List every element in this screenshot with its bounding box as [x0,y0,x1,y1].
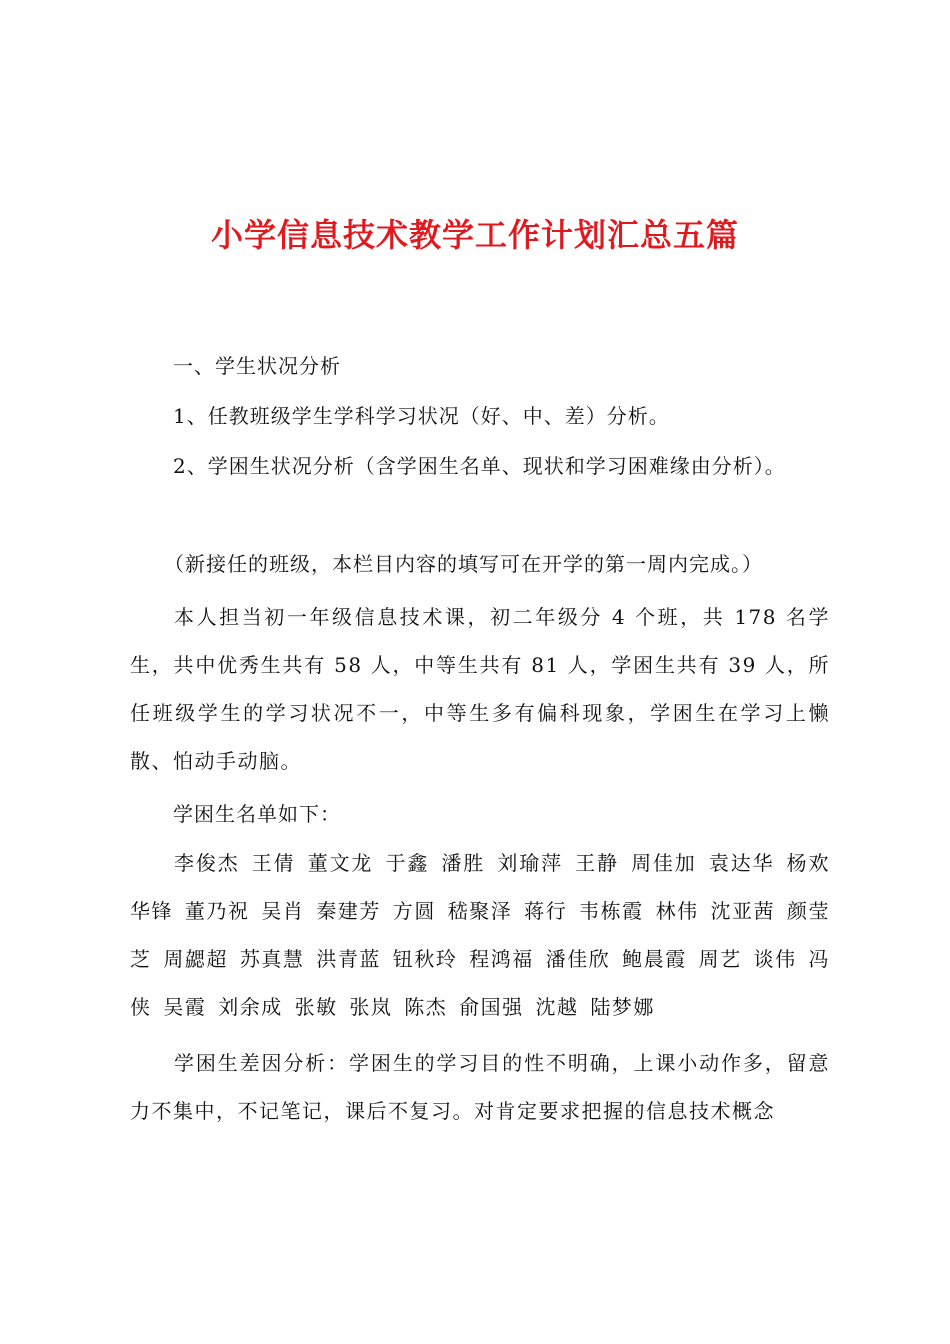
document-title: 小学信息技术教学工作计划汇总五篇 [210,216,739,254]
note-new-class: （新接任的班级，本栏目内容的填写可在开学的第一周内完成。） [164,552,763,576]
item-2-struggling-students-analysis: 2、学困生状况分析（含学困生名单、现状和学习困难缘由分析）。 [173,454,786,478]
item-1-class-analysis: 1、任教班级学生学科学习状况（好、中、差）分析。 [173,404,670,428]
section-heading-student-analysis: 一、学生状况分析 [173,354,341,378]
paragraph-list-intro: 学困生名单如下： [173,802,341,826]
paragraph-student-names: 李俊杰 王倩 董文龙 于鑫 潘胜 刘瑜萍 王静 周佳加 袁达华 杨欢 华锋 董乃祝 吴肖 秦建芳 方圆 嵇聚泽 蒋行 韦栋霞 林伟 沈亚茜 颜莹芝 周勰超 苏真慧 洪青蓝 钮秋玲 程鸿福 潘佳欣 鲍晨霞 周艺 谈伟 冯侠 吴霞 刘余成 张敏 张岚 陈杰 俞国强 沈越 陆梦娜 [130,851,830,1019]
paragraph-class-overview: 本人担当初一年级信息技术课，初二年级分 4 个班，共 178 名学生，共中优秀生共有 58 人，中等生共有 81 人，学困生共有 39 人，所任班级学生的学习状况不一，中等生多有偏科现象，学困生在学习上懒散、怕动手动脑。 [130,605,830,773]
paragraph-cause-analysis: 学困生差因分析：学困生的学习目的性不明确，上课小动作多，留意力不集中，不记笔记，课后不复习。对肯定要求把握的信息技术概念 [130,1051,830,1123]
